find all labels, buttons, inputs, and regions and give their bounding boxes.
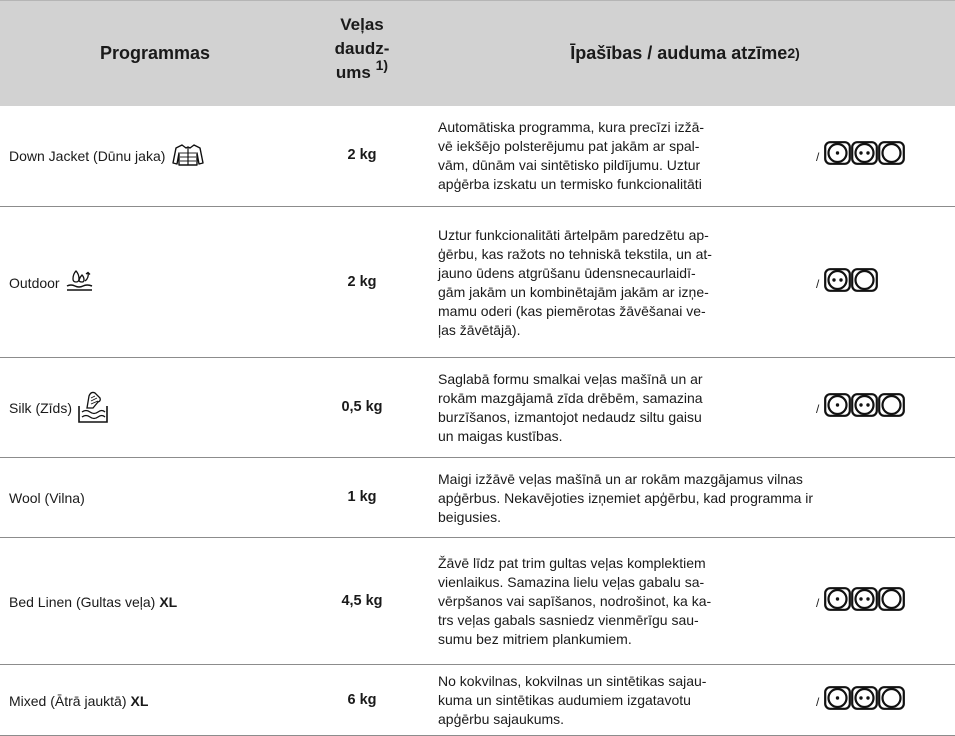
fabric-care-symbols <box>816 686 905 710</box>
description-line: vē iekšējo polsterējumu pat jakām ar spal- <box>438 138 700 154</box>
description-line: vienlaikus. Samazina lielu veļas gabalu sa- <box>438 574 705 590</box>
description-line: ļas žāvētājā). <box>438 321 521 338</box>
header-programs-label: Programmas <box>99 43 211 63</box>
xl-badge: XL <box>159 593 178 610</box>
description-line: vērpšanos vai sapīšanos, nodrošinot, ka ka- <box>438 593 712 609</box>
description-line: mamu oderi (kas piemērotas žāvēšanai ve- <box>438 302 706 319</box>
header-load-line2: daudz- <box>334 39 390 58</box>
load-value: 0,5 kg <box>341 399 383 415</box>
header-programs <box>0 1 310 106</box>
header-load <box>312 13 412 85</box>
program-name: Silk (Zīds) <box>9 400 72 416</box>
header-load-line3 <box>312 57 412 85</box>
description-line: Saglabā formu smalkai veļas mašīnā un ar <box>438 371 703 387</box>
outdoor-icon <box>65 269 95 296</box>
program-name: Down Jacket (Dūnu jaka) <box>9 148 166 164</box>
fabric-care-symbols <box>816 141 905 165</box>
load-value: 1 kg <box>347 489 377 505</box>
symbol-separator: / <box>816 276 820 291</box>
table-header <box>0 0 955 106</box>
tumble-dry-one-dot-icon <box>824 686 851 710</box>
description-line: Maigi izžāvē veļas mašīnā un ar rokām mazgājamus vilnas <box>438 470 803 487</box>
xl-badge: XL <box>130 692 149 709</box>
table-row <box>0 207 955 358</box>
description-line: sumu bez mitriem plankumiem. <box>438 631 632 647</box>
tumble-dry-one-dot-icon <box>824 587 851 611</box>
program-cell <box>9 665 148 736</box>
tumble-dry-two-dots-icon <box>851 393 878 417</box>
tumble-dry-two-dots-icon <box>851 587 878 611</box>
program-cell <box>9 207 95 358</box>
description <box>438 470 813 527</box>
fabric-care-symbols <box>816 587 905 611</box>
tumble-dry-two-dots-icon <box>851 686 878 710</box>
tumble-dry-two-dots-icon <box>851 141 878 165</box>
description-line: Automātiska programma, kura precīzi izžā- <box>438 119 705 135</box>
description <box>438 672 706 729</box>
description-line: vām, dūnām vai sintētisko pildījumu. Uztur <box>438 157 701 173</box>
description-line: Uztur funkcionalitāti ārtelpām paredzētu ap- <box>438 226 709 243</box>
load-value: 2 kg <box>347 147 377 163</box>
description-line: No kokvilnas, kokvilnas un sintētikas sajau- <box>438 673 707 689</box>
program-name: Mixed (Ātrā jauktā) <box>9 692 127 709</box>
header-properties-label: Īpašības / auduma atzīme <box>570 43 788 63</box>
description-line: Žāvē līdz pat trim gultas veļas komplektiem <box>438 555 706 571</box>
table-row <box>0 105 955 207</box>
description-line: apģērbu sajaukums. <box>438 711 565 727</box>
fabric-care-symbols <box>816 268 878 292</box>
table-row <box>0 538 955 665</box>
description <box>438 370 703 446</box>
description <box>438 118 704 194</box>
program-cell <box>9 538 177 665</box>
table-row <box>0 665 955 736</box>
description <box>438 554 711 649</box>
header-load-line3-text: ums <box>335 63 371 82</box>
symbol-separator: / <box>816 150 820 164</box>
program-cell <box>9 458 85 538</box>
symbol-separator: / <box>816 694 820 709</box>
tumble-dry-empty-icon <box>878 141 905 165</box>
description-line: un maigas kustības. <box>438 428 563 444</box>
load-value: 4,5 kg <box>341 592 383 609</box>
program-name: Wool (Vilna) <box>9 490 85 506</box>
description <box>438 226 712 340</box>
tumble-dry-empty-icon <box>851 268 878 292</box>
symbol-separator: / <box>816 402 820 416</box>
down-jacket-icon <box>170 143 206 170</box>
symbol-separator: / <box>816 595 820 610</box>
load-value: 6 kg <box>347 691 377 708</box>
program-name: Bed Linen (Gultas veļa) <box>9 593 156 610</box>
header-properties: Īpašības / auduma atzīme $^{2)}$ <box>570 43 800 63</box>
tumble-dry-empty-icon <box>878 686 905 710</box>
description-line: beigusies. <box>438 508 502 525</box>
footnote-1: 1) <box>375 57 389 74</box>
program-name: Outdoor <box>9 274 60 291</box>
tumble-dry-empty-icon <box>878 587 905 611</box>
description-line: gām jakām un kombinētajām jakām ar izņe- <box>438 283 709 300</box>
description-line: ģērbu, kas ražots no tehniskā tekstila, un at- <box>438 245 712 262</box>
program-cell <box>9 105 206 207</box>
description-line: jauno ūdens atgrūšanu ūdensnecaurlaidī- <box>438 264 696 281</box>
fabric-care-symbols <box>816 393 905 417</box>
header-load-line1: Veļas <box>340 15 384 34</box>
description-line: rokām mazgājamā zīda drēbēm, samazina <box>438 390 703 406</box>
program-cell <box>9 358 109 458</box>
tumble-dry-two-dots-icon <box>824 268 851 292</box>
description-line: apģērba izskatu un termisko funkcionalitāti <box>438 176 702 192</box>
silk-icon <box>77 390 109 427</box>
tumble-dry-one-dot-icon <box>824 141 851 165</box>
description-line: trs veļas gabals sasniedz vienmērīgu sau- <box>438 612 699 628</box>
description-line: apģērbus. Nekavējoties izņemiet apģērbu, kad programma ir <box>438 489 814 506</box>
tumble-dry-empty-icon <box>878 393 905 417</box>
load-value: 2 kg <box>347 273 377 290</box>
description-line: burzīšanos, izmantojot nedaudz siltu gaisu <box>438 409 702 425</box>
table-row <box>0 358 955 458</box>
table-row <box>0 458 955 538</box>
description-line: kuma un sintētikas audumiem izgatavotu <box>438 692 691 708</box>
tumble-dry-one-dot-icon <box>824 393 851 417</box>
